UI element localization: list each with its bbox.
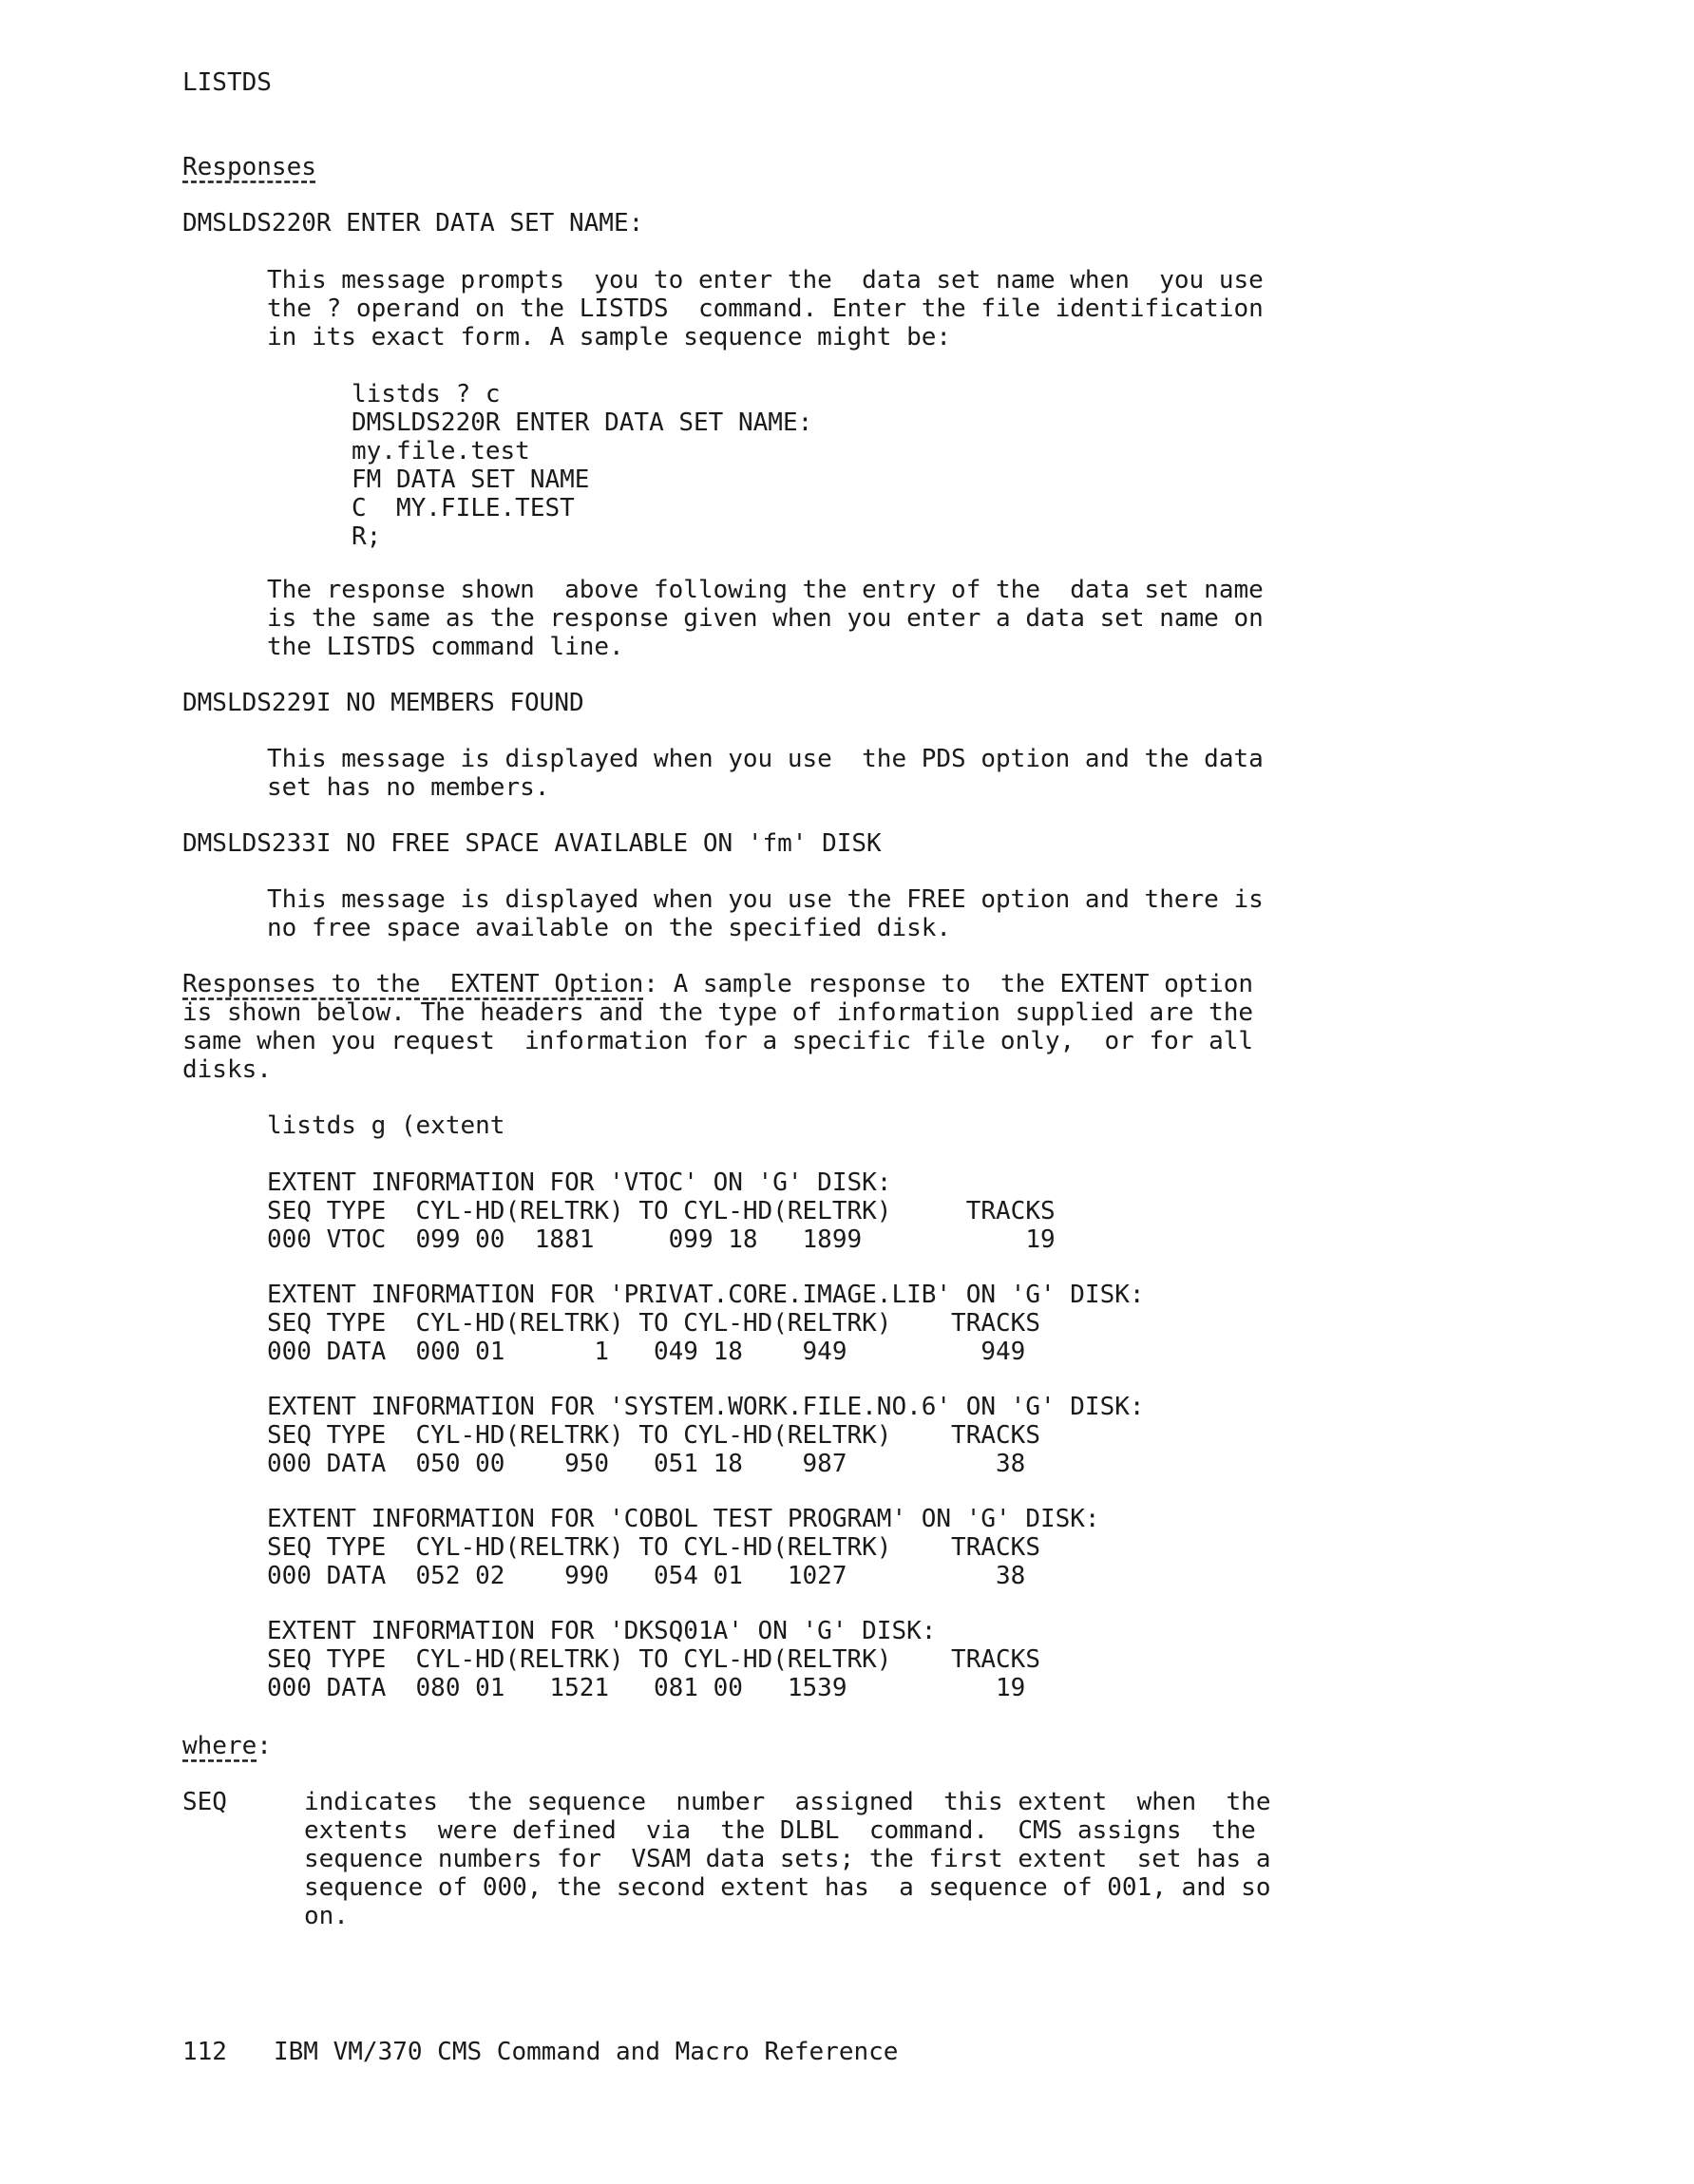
footer-title: IBM VM/370 CMS Command and Macro Reference (274, 2038, 899, 2066)
extent-header: EXTENT INFORMATION FOR 'SYSTEM.WORK.FILE.NO.6' ON 'G' DISK: (267, 1393, 1145, 1421)
message-220-desc-line: in its exact form. A sample sequence might be: (267, 323, 952, 351)
extent-columns: SEQ TYPE CYL-HD(RELTRK) TO CYL-HD(RELTRK) TRACKS (267, 1421, 1040, 1450)
responses-heading: Responses (182, 153, 316, 181)
where-label-line (182, 1732, 272, 1760)
message-id-220: DMSLDS220R ENTER DATA SET NAME: (182, 209, 644, 237)
sample-line: DMSLDS220R ENTER DATA SET NAME: (352, 408, 813, 437)
sample-line: R; (352, 522, 382, 551)
definition-line: indicates the sequence number assigned this extent when the (304, 1788, 1271, 1816)
sample-line: C MY.FILE.TEST (352, 494, 575, 522)
message-220-after-line: the LISTDS command line. (267, 633, 624, 661)
message-220-desc-line: the ? operand on the LISTDS command. Enter the file identification (267, 294, 1264, 323)
sample-line: listds ? c (352, 380, 501, 408)
extent-intro-first-rest: : A sample response to the EXTENT option (643, 970, 1254, 998)
extent-row: 000 DATA 000 01 1 049 18 949 949 (267, 1338, 1026, 1366)
extent-columns: SEQ TYPE CYL-HD(RELTRK) TO CYL-HD(RELTRK) TRACKS (267, 1197, 1056, 1225)
definition-line: sequence numbers for VSAM data sets; the first extent set has a (304, 1845, 1271, 1873)
definition-line: sequence of 000, the second extent has a sequence of 001, and so (304, 1873, 1271, 1902)
sample-line: FM DATA SET NAME (352, 465, 590, 494)
message-220-desc-line: This message prompts you to enter the data set name when you use (267, 266, 1264, 294)
extent-header: EXTENT INFORMATION FOR 'DKSQ01A' ON 'G' DISK: (267, 1617, 937, 1645)
running-title: LISTDS (182, 68, 272, 97)
extent-columns: SEQ TYPE CYL-HD(RELTRK) TO CYL-HD(RELTRK) TRACKS (267, 1533, 1040, 1562)
definition-line: on. (304, 1902, 349, 1930)
extent-columns: SEQ TYPE CYL-HD(RELTRK) TO CYL-HD(RELTRK) TRACKS (267, 1309, 1040, 1338)
extent-header: EXTENT INFORMATION FOR 'PRIVAT.CORE.IMAGE.LIB' ON 'G' DISK: (267, 1281, 1145, 1309)
message-id-233: DMSLDS233I NO FREE SPACE AVAILABLE ON 'fm' DISK (182, 829, 882, 858)
where-colon: : (257, 1732, 272, 1760)
message-220-after-line: is the same as the response given when you enter a data set name on (267, 604, 1264, 633)
definition-term: SEQ (182, 1788, 227, 1816)
message-233-desc-line: no free space available on the specified disk. (267, 914, 952, 942)
command-example: listds g (extent (267, 1111, 505, 1140)
message-id-229: DMSLDS229I NO MEMBERS FOUND (182, 689, 584, 717)
extent-intro-line: disks. (182, 1055, 272, 1084)
message-220-after-line: The response shown above following the entry of the data set name (267, 576, 1264, 604)
extent-header: EXTENT INFORMATION FOR 'COBOL TEST PROGRAM' ON 'G' DISK: (267, 1505, 1100, 1533)
extent-row: 000 DATA 080 01 1521 081 00 1539 19 (267, 1674, 1026, 1702)
extent-row: 000 DATA 050 00 950 051 18 987 38 (267, 1450, 1026, 1478)
message-229-desc-line: This message is displayed when you use the PDS option and the data (267, 745, 1264, 773)
extent-intro-line: same when you request information for a specific file only, or for all (182, 1027, 1254, 1055)
extent-intro-line: is shown below. The headers and the type of information supplied are the (182, 998, 1254, 1027)
footer-page-number: 112 (182, 2038, 227, 2066)
extent-option-heading: Responses to the EXTENT Option (182, 970, 644, 998)
message-233-desc-line: This message is displayed when you use the FREE option and there is (267, 885, 1264, 914)
sample-line: my.file.test (352, 437, 530, 465)
extent-intro-first-line (182, 970, 1253, 998)
definition-line: extents were defined via the DLBL command. CMS assigns the (304, 1816, 1256, 1845)
message-229-desc-line: set has no members. (267, 773, 550, 802)
extent-row: 000 VTOC 099 00 1881 099 18 1899 19 (267, 1225, 1056, 1254)
where-label: where (182, 1732, 257, 1760)
extent-columns: SEQ TYPE CYL-HD(RELTRK) TO CYL-HD(RELTRK) TRACKS (267, 1645, 1040, 1674)
extent-header: EXTENT INFORMATION FOR 'VTOC' ON 'G' DISK: (267, 1168, 892, 1197)
extent-row: 000 DATA 052 02 990 054 01 1027 38 (267, 1562, 1026, 1590)
